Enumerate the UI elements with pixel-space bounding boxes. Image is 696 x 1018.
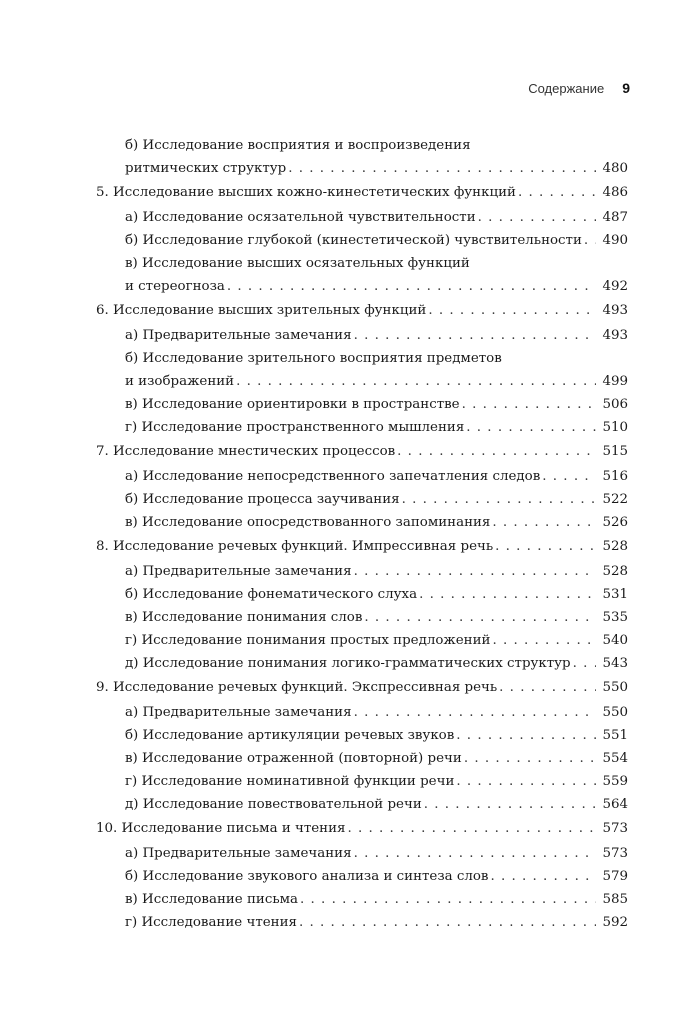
toc-entry-page: 522 (602, 492, 628, 507)
toc-entry-title: и изображений (125, 374, 235, 389)
toc-section-entry[interactable] (96, 206, 628, 229)
toc-entry-page: 579 (602, 869, 628, 884)
toc-entry-title: 6. Исследование высших зрительных функций (96, 303, 427, 318)
toc-entry-page: 531 (602, 587, 628, 602)
toc-entry-page: 486 (602, 185, 628, 200)
toc-entry-title: б) Исследование фонематического слуха (125, 587, 418, 602)
toc-section-entry[interactable] (96, 629, 628, 652)
toc-entry-page: 550 (602, 680, 628, 695)
running-header (528, 80, 630, 96)
toc-chapter-entry[interactable] (96, 299, 628, 322)
toc-entry-title: 10. Исследование письма и чтения (96, 821, 346, 836)
toc-section-entry[interactable] (96, 488, 628, 511)
toc-entry-title: в) Исследование отраженной (повторной) речи (125, 751, 462, 766)
toc-entry-title-line1: в) Исследование высших осязательных функций (125, 256, 470, 271)
toc-section-entry[interactable] (96, 793, 628, 816)
toc-section-entry[interactable] (96, 229, 628, 252)
toc-entry-page: 493 (602, 303, 628, 318)
toc-leader-dots (354, 560, 596, 583)
toc-leader-dots (419, 583, 596, 606)
toc-leader-dots (354, 842, 596, 865)
table-of-contents (96, 134, 628, 934)
toc-entry-title: д) Исследование повествовательной речи (125, 797, 422, 812)
toc-entry-title: 9. Исследование речевых функций. Экспрессивная речь (96, 680, 498, 695)
toc-entry-page: 543 (602, 656, 628, 671)
toc-leader-dots (466, 416, 596, 439)
toc-leader-dots (542, 465, 596, 488)
toc-entry-title: б) Исследование звукового анализа и синтеза слов (125, 869, 489, 884)
toc-leader-dots (495, 535, 596, 558)
toc-leader-dots (499, 676, 596, 699)
toc-section-entry[interactable] (96, 652, 628, 675)
toc-leader-dots (397, 440, 596, 463)
toc-section-entry[interactable] (96, 701, 628, 724)
toc-entry-title: 5. Исследование высших кожно-кинестетических функций (96, 185, 516, 200)
toc-section-entry[interactable] (96, 560, 628, 583)
toc-entry-title: в) Исследование ориентировки в пространстве (125, 397, 460, 412)
toc-section-entry[interactable] (96, 842, 628, 865)
toc-entry-page: 528 (602, 539, 628, 554)
toc-entry-page: 535 (602, 610, 628, 625)
toc-leader-dots (227, 275, 596, 298)
toc-section-entry[interactable] (96, 911, 628, 934)
toc-leader-dots (236, 370, 596, 393)
toc-leader-dots (428, 299, 596, 322)
toc-entry-title: а) Предварительные замечания (125, 705, 352, 720)
toc-leader-dots (424, 793, 596, 816)
toc-entry-title: ритмических структур (125, 161, 287, 176)
toc-section-entry[interactable] (96, 465, 628, 488)
toc-leader-dots (347, 817, 596, 840)
toc-leader-dots (492, 629, 596, 652)
toc-section-entry[interactable] (96, 252, 628, 298)
toc-section-entry[interactable] (96, 770, 628, 793)
toc-leader-dots (584, 229, 596, 252)
toc-entry-page: 559 (602, 774, 628, 789)
toc-section-entry[interactable] (96, 511, 628, 534)
toc-section-entry[interactable] (96, 347, 628, 393)
toc-entry-page: 573 (602, 846, 628, 861)
toc-leader-dots (402, 488, 596, 511)
toc-section-entry[interactable] (96, 606, 628, 629)
toc-chapter-entry[interactable] (96, 535, 628, 558)
toc-entry-title: г) Исследование номинативной функции речи (125, 774, 455, 789)
toc-leader-dots (364, 606, 596, 629)
toc-entry-title: в) Исследование письма (125, 892, 299, 907)
toc-leader-dots (492, 511, 596, 534)
toc-section-entry[interactable] (96, 865, 628, 888)
toc-section-entry[interactable] (96, 324, 628, 347)
toc-entry-title: в) Исследование опосредствованного запоминания (125, 515, 491, 530)
toc-entry-page: 528 (602, 564, 628, 579)
toc-entry-title: и стереогноза (125, 279, 225, 294)
toc-entry-page: 551 (602, 728, 628, 743)
toc-entry-page: 493 (602, 328, 628, 343)
toc-leader-dots (478, 206, 596, 229)
toc-entry-title: в) Исследование понимания слов (125, 610, 363, 625)
toc-leader-dots (299, 911, 596, 934)
toc-entry-title: а) Предварительные замечания (125, 328, 352, 343)
toc-entry-page: 564 (602, 797, 628, 812)
toc-entry-title: б) Исследование артикуляции речевых звуков (125, 728, 455, 743)
toc-entry-page: 515 (602, 444, 628, 459)
toc-leader-dots (354, 701, 596, 724)
running-header-section: Содержание (528, 81, 605, 96)
toc-entry-title: 7. Исследование мнестических процессов (96, 444, 396, 459)
toc-entry-title: г) Исследование понимания простых предложений (125, 633, 491, 648)
toc-entry-title-line1: б) Исследование восприятия и воспроизведения (125, 138, 471, 153)
toc-leader-dots (490, 865, 596, 888)
toc-leader-dots (573, 652, 596, 675)
page-number: 9 (622, 80, 630, 96)
toc-leader-dots (462, 393, 596, 416)
toc-entry-title: а) Предварительные замечания (125, 846, 352, 861)
toc-leader-dots (354, 324, 596, 347)
toc-leader-dots (288, 157, 596, 180)
toc-entry-page: 550 (602, 705, 628, 720)
toc-section-entry[interactable] (96, 724, 628, 747)
toc-entry-page: 506 (602, 397, 628, 412)
toc-entry-title: г) Исследование пространственного мышления (125, 420, 465, 435)
toc-chapter-entry[interactable] (96, 181, 628, 204)
toc-leader-dots (456, 724, 596, 747)
toc-entry-title: а) Предварительные замечания (125, 564, 352, 579)
toc-leader-dots (300, 888, 596, 911)
toc-entry-page: 540 (602, 633, 628, 648)
toc-chapter-entry[interactable] (96, 440, 628, 463)
toc-entry-page: 526 (602, 515, 628, 530)
toc-entry-page: 592 (602, 915, 628, 930)
toc-entry-title: а) Исследование непосредственного запечатления следов (125, 469, 541, 484)
toc-leader-dots (456, 770, 596, 793)
toc-entry-page: 480 (602, 161, 628, 176)
toc-entry-title: а) Исследование осязательной чувствительности (125, 210, 476, 225)
toc-section-entry[interactable] (96, 747, 628, 770)
toc-entry-title: б) Исследование глубокой (кинестетической) чувствительности (125, 233, 582, 248)
toc-entry-page: 516 (602, 469, 628, 484)
toc-entry-title: г) Исследование чтения (125, 915, 297, 930)
toc-section-entry[interactable] (96, 416, 628, 439)
toc-section-entry[interactable] (96, 888, 628, 911)
toc-entry-page: 487 (602, 210, 628, 225)
toc-leader-dots (464, 747, 596, 770)
toc-entry-title: д) Исследование понимания логико-грамматических структур (125, 656, 571, 671)
toc-entry-page: 573 (602, 821, 628, 836)
toc-chapter-entry[interactable] (96, 817, 628, 840)
toc-chapter-entry[interactable] (96, 676, 628, 699)
toc-section-entry[interactable] (96, 583, 628, 606)
toc-section-entry[interactable] (96, 393, 628, 416)
toc-entry-page: 510 (602, 420, 628, 435)
toc-entry-title: 8. Исследование речевых функций. Импрессивная речь (96, 539, 494, 554)
toc-leader-dots (518, 181, 596, 204)
toc-entry-title: б) Исследование процесса заучивания (125, 492, 400, 507)
toc-entry-page: 585 (602, 892, 628, 907)
toc-entry-page: 499 (602, 374, 628, 389)
toc-section-entry[interactable] (96, 134, 628, 180)
toc-entry-title-line1: б) Исследование зрительного восприятия предметов (125, 351, 502, 366)
toc-entry-page: 492 (602, 279, 628, 294)
toc-entry-page: 490 (602, 233, 628, 248)
toc-entry-page: 554 (602, 751, 628, 766)
